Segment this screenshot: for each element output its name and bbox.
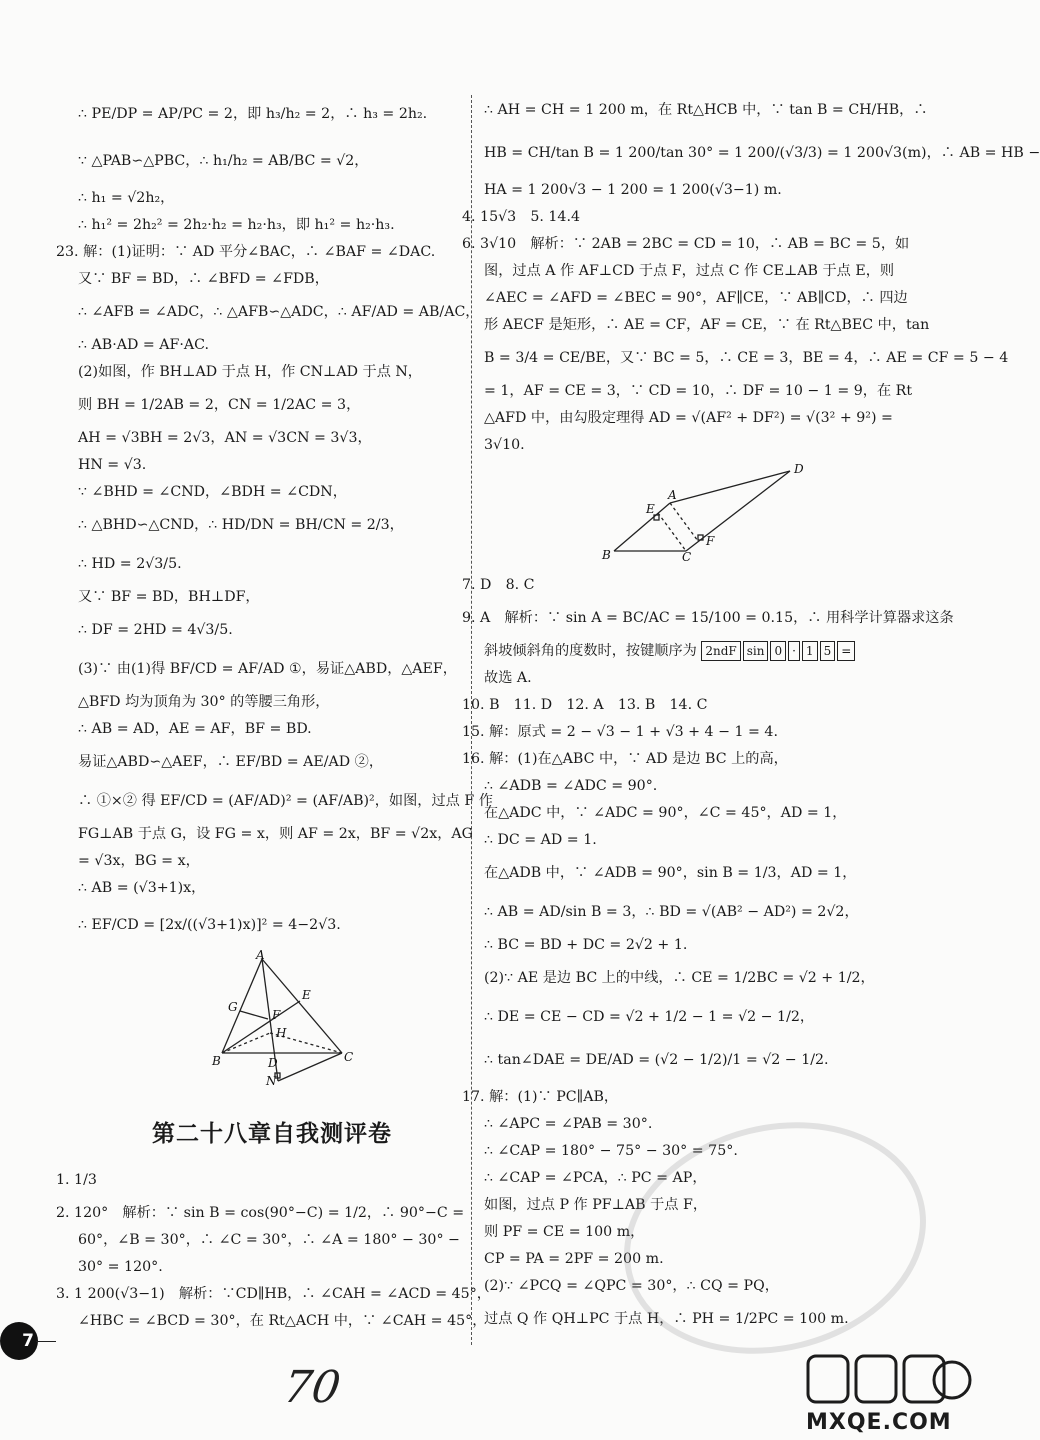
- question-23: 23. 解：(1)证明：∵ AD 平分∠BAC，∴ ∠BAF = ∠DAC.: [56, 244, 436, 260]
- text-line: ∴ ∠CAP = ∠PCA，∴ PC = AP，: [484, 1170, 707, 1186]
- label-A: A: [668, 488, 677, 502]
- text-line: 图，过点 A 作 AF⊥CD 于点 F，过点 C 作 CE⊥AB 于点 E，则: [484, 263, 895, 279]
- text-line: △AFD 中，由勾股定理得 AD = √(AF² + DF²) = √(3² + 9²) =: [484, 410, 893, 426]
- text-line: HA = 1 200√3 − 1 200 = 1 200(√3−1) m.: [484, 182, 782, 198]
- text-line: 易证△ABD∽△AEF，∴ EF/BD = AE/AD ②，: [78, 754, 384, 770]
- figure-6-quadrilateral: [594, 463, 814, 563]
- text-line: FG⊥AB 于点 G，设 FG = x，则 AF = 2x，BF = √2x，AG: [78, 826, 473, 842]
- text-line: ∴ ∠APC = ∠PAB = 30°.: [484, 1116, 653, 1132]
- text-fragment: 斜坡倾斜角的度数时，按键顺序为: [484, 643, 697, 659]
- question-7-8: 7. D 8. C: [462, 577, 535, 593]
- label-B: B: [602, 548, 611, 562]
- handwritten-note: 70: [280, 1362, 344, 1413]
- text-line: △BFD 均为顶角为 30° 的等腰三角形，: [78, 694, 330, 710]
- text-line: ∴ DC = AD = 1.: [484, 832, 597, 848]
- text-line: CP = PA = 2PF = 200 m.: [484, 1251, 664, 1267]
- text-line: 故选 A.: [484, 670, 532, 686]
- question-1: 1. 1/3: [56, 1172, 97, 1188]
- text-line: 在△ADB 中，∵ ∠ADB = 90°，sin B = 1/3，AD = 1，: [484, 865, 857, 881]
- left-column: [56, 92, 493, 1336]
- key-1: 1: [802, 641, 818, 661]
- text-line: ∠AEC = ∠AFD = ∠BEC = 90°，AF∥CE，∵ AB∥CD，∴ 四边: [484, 290, 908, 306]
- question-3: 3. 1 200(√3−1) 解析：∵CD∥HB，∴ ∠CAH = ∠ACD = 45°，: [56, 1286, 491, 1302]
- text-line: (2)∵ AE 是边 BC 上的中线，∴ CE = 1/2BC = √2 + 1/2，: [484, 970, 875, 986]
- label-D: D: [268, 1056, 278, 1070]
- question-9: 9. A 解析：∵ sin A = BC/AC = 15/100 = 0.15，∴ 用科学计算器求这条: [462, 610, 954, 626]
- calculator-key-sequence: [701, 639, 857, 663]
- question-2: 2. 120° 解析：∵ sin B = cos(90°−C) = 1/2，∴ 90°−C =: [56, 1205, 465, 1221]
- label-C: C: [344, 1050, 354, 1064]
- label-A: A: [256, 948, 265, 962]
- text-line: ∴ AB = AD，AE = AF，BF = BD.: [78, 721, 312, 737]
- text-line: ∴ AB·AD = AF·AC.: [78, 337, 209, 353]
- label-G: G: [228, 1000, 238, 1014]
- text-line: 形 AECF 是矩形，∴ AE = CF，AF = CE，∵ 在 Rt△BEC 中，tan: [484, 317, 930, 333]
- text-line: ∴ AH = CH = 1 200 m，在 Rt△HCB 中，∵ tan B = CH/HB，∴: [484, 102, 928, 118]
- text-line: ∠HBC = ∠BCD = 30°，在 Rt△ACH 中，∵ ∠CAH = 45°，: [78, 1313, 487, 1329]
- text-line: 过点 Q 作 QH⊥PC 于点 H，∴ PH = 1/2PC = 100 m.: [484, 1311, 849, 1327]
- text-line: ∴ BC = BD + DC = 2√2 + 1.: [484, 937, 688, 953]
- label-D: D: [794, 462, 804, 476]
- label-F: F: [272, 1008, 281, 1022]
- text-line: ∴ AB = AD/sin B = 3，∴ BD = √(AB² − AD²) = 2√2，: [484, 904, 859, 920]
- text-line: ∵ △PAB∽△PBC，∴ h₁/h₂ = AB/BC = √2，: [78, 153, 369, 169]
- text-line: 如图，过点 P 作 PF⊥AB 于点 F，: [484, 1197, 708, 1213]
- question-4-5: 4. 15√3 5. 14.4: [462, 209, 580, 225]
- text-line: (3)∵ 由(1)得 BF/CD = AF/AD ①，易证△ABD，△AEF，: [78, 661, 457, 677]
- text-line: AH = √3BH = 2√3，AN = √3CN = 3√3，: [78, 430, 372, 446]
- text-line: 60°，∠B = 30°，∴ ∠C = 30°，∴ ∠A = 180° − 30° −: [78, 1232, 460, 1248]
- key-2ndf: 2ndF: [701, 641, 740, 661]
- chapter-title: 第二十八章自我测评卷: [152, 1121, 392, 1147]
- page-number-badge: 7: [0, 1322, 38, 1360]
- question-15: 15. 解：原式 = 2 − √3 − 1 + √3 + 4 − 1 = 4.: [462, 724, 778, 740]
- text-line: ∴ ∠ADB = ∠ADC = 90°.: [484, 778, 658, 794]
- text-line: ∴ EF/CD = [2x/((√3+1)x)]² = 4−2√3.: [78, 917, 341, 933]
- label-E: E: [302, 988, 311, 1002]
- text-line: ∵ ∠BHD = ∠CND，∠BDH = ∠CDN，: [78, 484, 347, 500]
- text-line: [484, 639, 924, 663]
- text-line: ∴ h₁² = 2h₂² = 2h₂·h₂ = h₂·h₃，即 h₁² = h₂·h₃.: [78, 217, 395, 233]
- key-dot: ·: [788, 641, 800, 661]
- text-line: B = 3/4 = CE/BE，又∵ BC = 5，∴ CE = 3，BE = 4，∴ AE = CF = 5 − 4: [484, 350, 1009, 366]
- key-equals: =: [837, 641, 855, 661]
- key-sin: sin: [743, 641, 769, 661]
- text-line: 30° = 120°.: [78, 1259, 163, 1275]
- watermark-url: MXQE.COM: [806, 1410, 952, 1435]
- question-6: 6. 3√10 解析：∵ 2AB = 2BC = CD = 10，∴ AB = BC = 5，如: [462, 236, 910, 252]
- text-line: 则 BH = 1/2AB = 2，CN = 1/2AC = 3，: [78, 397, 361, 413]
- label-B: B: [212, 1054, 221, 1068]
- text-line: 则 PF = CE = 100 m，: [484, 1224, 645, 1240]
- text-line: ∴ tan∠DAE = DE/AD = (√2 − 1/2)/1 = √2 − 1/2.: [484, 1052, 829, 1068]
- question-17: 17. 解：(1)∵ PC∥AB，: [462, 1089, 619, 1105]
- right-column: [462, 92, 1040, 1340]
- text-line: ∴ ①×② 得 EF/CD = (AF/AD)² = (AF/AB)²，如图，过点 F 作: [78, 793, 493, 809]
- label-H: H: [276, 1026, 287, 1040]
- text-line: = √3x，BG = x，: [78, 853, 200, 869]
- key-5: 5: [820, 641, 836, 661]
- label-F: F: [706, 534, 715, 548]
- text-line: ∴ DE = CE − CD = √2 + 1/2 − 1 = √2 − 1/2，: [484, 1009, 815, 1025]
- text-line: 又∵ BF = BD，BH⊥DF，: [78, 589, 260, 605]
- text-line: ∴ △BHD∽△CND，∴ HD/DN = BH/CN = 2/3，: [78, 517, 404, 533]
- text-line: ∴ PE/DP = AP/PC = 2，即 h₃/h₂ = 2，∴ h₃ = 2h₂.: [78, 106, 428, 122]
- text-line: 在△ADC 中，∵ ∠ADC = 90°，∠C = 45°，AD = 1，: [484, 805, 847, 821]
- text-line: HN = √3.: [78, 457, 147, 473]
- figure-23-triangle: [192, 948, 354, 1093]
- text-line: ∴ ∠CAP = 180° − 75° − 30° = 75°.: [484, 1143, 738, 1159]
- text-line: 又∵ BF = BD，∴ ∠BFD = ∠FDB，: [78, 271, 329, 287]
- text-line: ∴ AB = (√3+1)x，: [78, 880, 206, 896]
- question-10-14: 10. B 11. D 12. A 13. B 14. C: [462, 697, 708, 713]
- text-line: ∴ ∠AFB = ∠ADC，∴ △AFB∽△ADC，∴ AF/AD = AB/AC，: [78, 304, 480, 320]
- key-0: 0: [770, 641, 786, 661]
- question-16: 16. 解：(1)在△ABC 中，∵ AD 是边 BC 上的高，: [462, 751, 788, 767]
- text-line: = 1，AF = CE = 3，∵ CD = 10，∴ DF = 10 − 1 = 9，在 Rt: [484, 383, 913, 399]
- text-line: ∴ DF = 2HD = 4√3/5.: [78, 622, 233, 638]
- text-line: (2)如图，作 BH⊥AD 于点 H，作 CN⊥AD 于点 N，: [78, 364, 422, 380]
- text-line: (2)∵ ∠PCQ = ∠QPC = 30°，∴ CQ = PQ，: [484, 1278, 779, 1294]
- text-line: ∴ h₁ = √2h₂，: [78, 190, 175, 206]
- page-number-rule: [36, 1341, 56, 1342]
- label-N: N: [266, 1074, 277, 1088]
- text-line: HB = CH/tan B = 1 200/tan 30° = 1 200/(√3/3) = 1 200√3(m)，∴ AB = HB −: [484, 145, 1040, 161]
- text-line: ∴ HD = 2√3/5.: [78, 556, 182, 572]
- label-E: E: [646, 502, 655, 516]
- text-line: 3√10.: [484, 437, 525, 453]
- label-C: C: [682, 550, 692, 564]
